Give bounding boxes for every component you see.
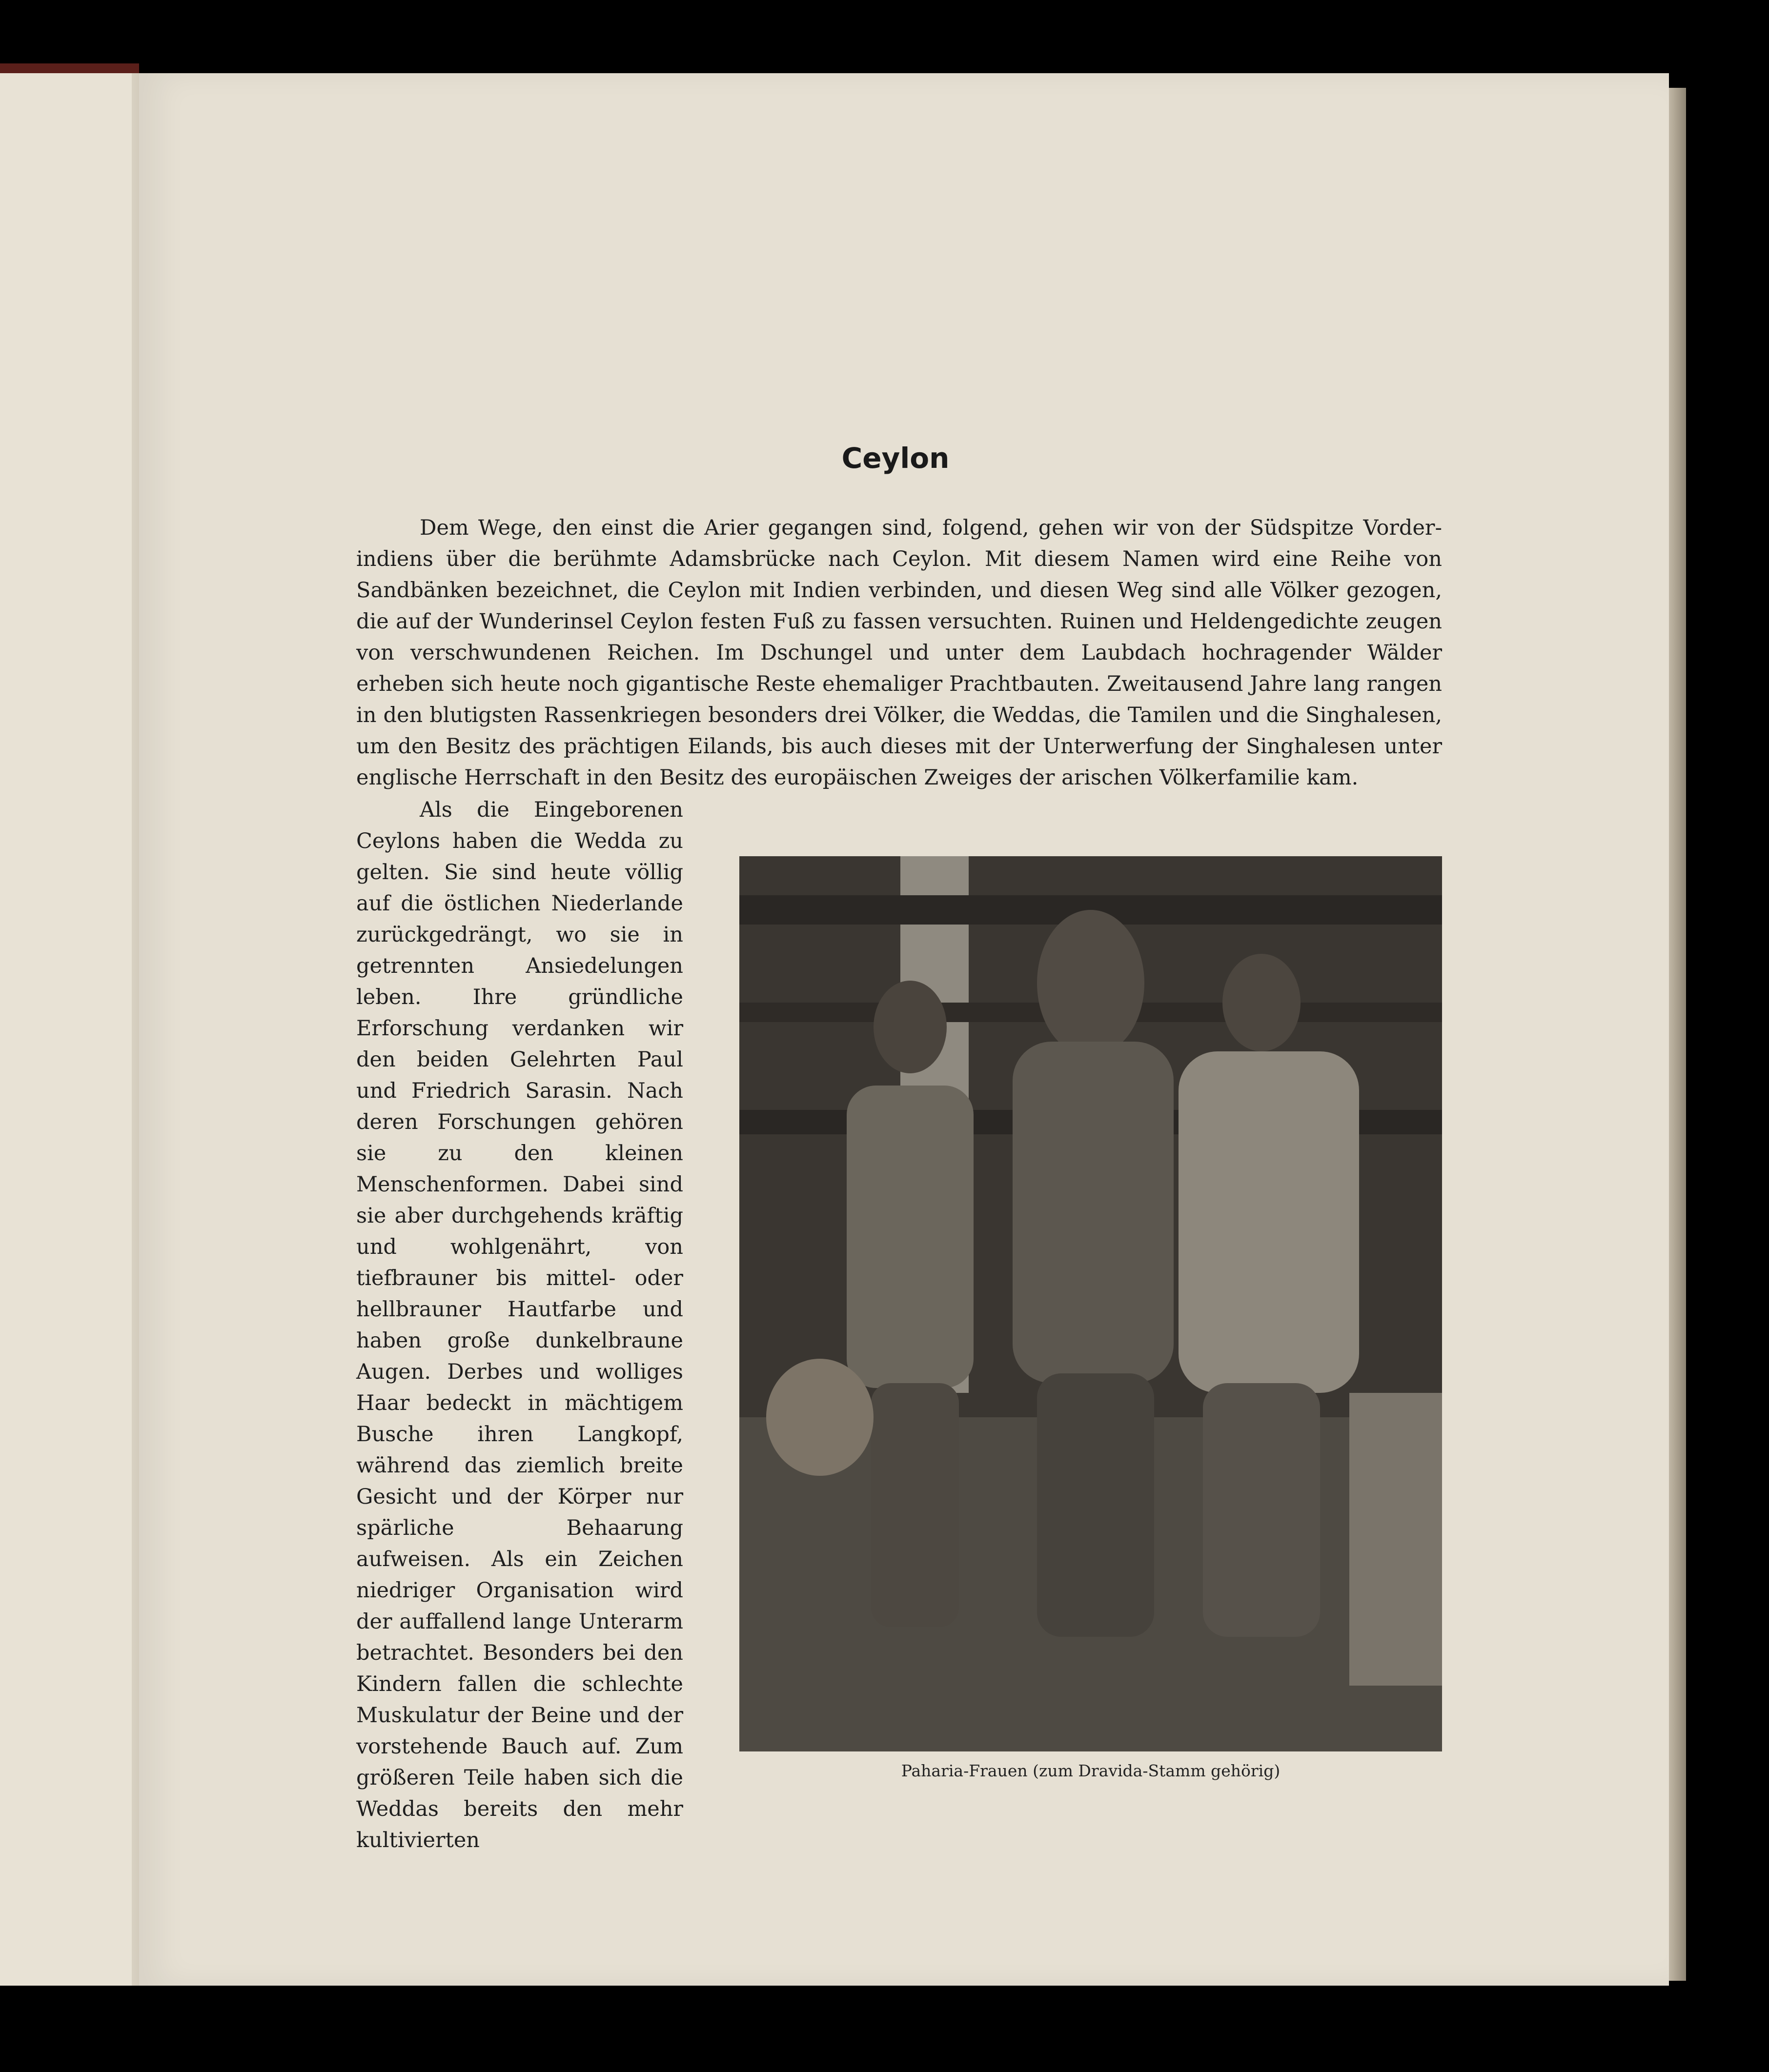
photo-caption: Paharia-Frauen (zum Dravida-Stamm gehörig) <box>901 1761 1281 1780</box>
left-cover-edge <box>0 63 139 73</box>
column-paragraph: Als die Eingeborenen Ceylons haben die Wedda zu gelten. Sie sind heute völlig auf die östlichen Niederlande zurückgedrängt, wo sie in getrennten Ansiedelungen leben. Ihre gründliche Erforschung verdanken wir den beiden Gelehrten Paul und Friedrich Sarasin. Nach deren Forschungen gehören sie zu den kleinen Menschenformen. Dabei sind sie aber durchgehends kräftig und wohlgenährt, von tiefbrauner bis mittel- oder hellbrauner Hautfarbe und haben große dunkelbraune Augen. Derbes und wolliges Haar bedeckt in mächtigem Busche ihren Langkopf, während das ziemlich breite Gesicht und der Körper nur spärliche Behaarung aufweisen. Als ein Zeichen niedriger Organisation wird der auffallend lange Unterarm betrachtet. Besonders bei den Kindern fallen die schlechte Muskulatur der Beine und der vorstehende Bauch auf. Zum größeren Teile haben sich die Weddas bereits den mehr kultivierten <box>356 798 683 1852</box>
photo-illustration <box>739 856 1442 1751</box>
left-column-text <box>356 794 683 1856</box>
page-title: Ceylon <box>841 442 950 475</box>
paharia-women-photo <box>739 856 1442 1751</box>
intro-paragraph: Dem Wege, den einst die Arier gegangen sind, folgend, gehen wir von der Südspitze Vorder-indiens über die berühmte Adamsbrücke nach Ceylon. Mit diesem Namen wird eine Reihe von Sandbänken bezeichnet, die Ceylon mit Indien verbinden, und diesen Weg sind alle Völker gezogen, die auf der Wunderinsel Ceylon festen Fuß zu fassen versuchten. Ruinen und Heldengedichte zeugen von verschwundenen Reichen. Im Dschungel und unter dem Laubdach hochragender Wälder erheben sich heute noch gigantische Reste ehemaliger Prachtbauten. Zweitausend Jahre lang rangen in den blutigsten Rassenkriegen besonders drei Völker, die Weddas, die Tamilen und die Singhalesen, um den Besitz des prächtigen Eilands, bis auch dieses mit der Unterwerfung der Singhalesen unter englische Herrschaft in den Besitz des europäischen Zweiges der arischen Völkerfamilie kam. <box>356 516 1442 790</box>
left-page <box>0 73 139 1986</box>
intro-text <box>356 512 1442 793</box>
